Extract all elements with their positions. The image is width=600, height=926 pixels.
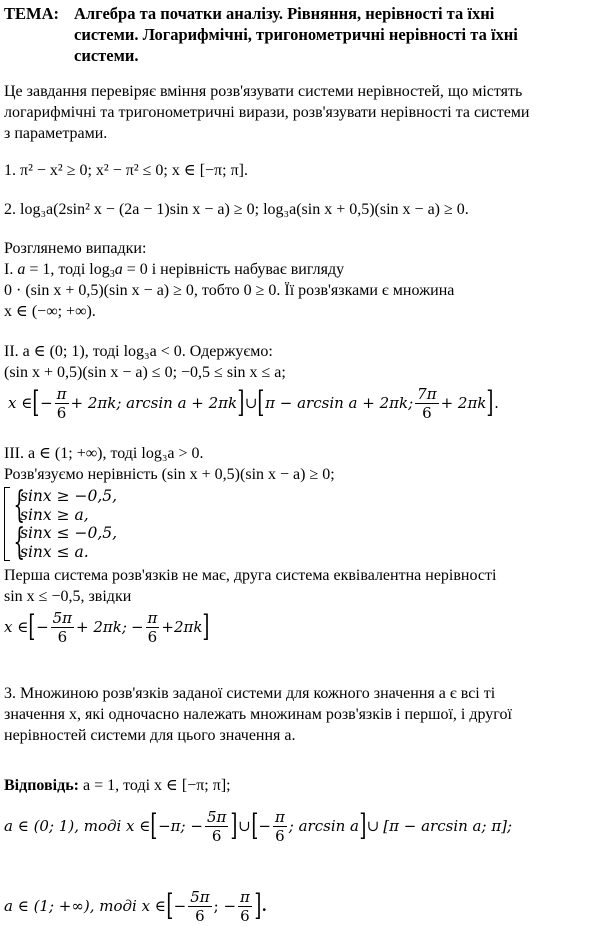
answer-case-1: a = 1, тоді x ∈ [−π; π]; [79, 777, 231, 794]
open-bracket: [ [150, 808, 158, 843]
answer-section [4, 775, 596, 926]
topic-heading [4, 3, 596, 66]
denominator: 6 [422, 403, 432, 422]
period: . [494, 393, 499, 412]
step-3-line-1: 3. Множиною розв'язків заданої системи для кожного значення a є всі ті [4, 685, 496, 702]
close-bracket: ] [230, 808, 238, 843]
case-1-num: I. [4, 261, 18, 278]
separator: ; − [213, 896, 237, 915]
case-1-line-1 [4, 259, 596, 280]
numerator: π [274, 807, 285, 826]
step-1-prefix: 1. [4, 162, 20, 179]
answer-lead: a ∈ (0; 1), тоді x ∈ [4, 816, 151, 835]
open-bracket: [ [166, 888, 174, 923]
case-2-solution [4, 383, 596, 423]
close-bracket: ] [254, 888, 262, 923]
sol-lead: x ∈ [4, 617, 29, 636]
square-bracket [4, 487, 10, 561]
denominator: 6 [275, 826, 285, 845]
system-line: sinx ≤ a. [20, 542, 89, 561]
union-sign: ∪ [244, 393, 258, 412]
cases-section [4, 238, 596, 322]
case-2-line-2: (sin x + 0,5)(sin x − a) ≤ 0; −0,5 ≤ sin x ≤ a; [4, 364, 286, 381]
system-pair-2 [12, 521, 118, 563]
interval-part: [π − arcsin a; π]; [383, 816, 513, 835]
case-1-text-2: = 0 і нерівність набуває вигляду [122, 261, 345, 278]
minus-sign: − [40, 393, 53, 412]
numerator: 5π [206, 807, 227, 826]
step-3-line-2: значення x, які одночасно належать множинам розв'язків і першої, і другої [4, 706, 512, 723]
topic-line-1: Алгебра та початки аналізу. Рівняння, нерівності та їхні [74, 4, 495, 23]
case-3-solution [4, 607, 596, 647]
step-2-expression: log₃a(2sin² x − (2a − 1)sin x − a) ≥ 0; log₃a(sin x + 0,5)(sin x − a) ≥ 0. [20, 201, 469, 218]
case-1-line-3: x ∈ (−∞; +∞). [4, 303, 96, 320]
answer-line-3 [4, 886, 596, 926]
period: . [261, 896, 267, 915]
open-bracket: [ [28, 609, 36, 644]
step-3 [4, 683, 596, 746]
sol-lead: x ∈ [8, 393, 33, 412]
close-bracket: ] [237, 385, 245, 420]
union-sign: ∪ [238, 816, 251, 835]
topic-label: ТЕМА: [4, 4, 59, 23]
denominator: 6 [57, 627, 68, 646]
system-of-inequalities [4, 484, 596, 563]
fraction [146, 609, 160, 646]
intro-paragraph [4, 81, 596, 144]
case-2 [4, 341, 596, 423]
interval-rest: + 2πk; [76, 617, 127, 636]
close-bracket: ] [359, 808, 367, 843]
denominator: 6 [240, 906, 250, 925]
step-1 [4, 160, 596, 181]
numerator: π [147, 608, 158, 627]
fraction [55, 385, 69, 422]
case-1-var-2: a [114, 261, 123, 278]
open-bracket: [ [250, 808, 259, 843]
case-2-line-1: II. a ∈ (0; 1), тоді log₃a < 0. Одержуємо: [4, 343, 273, 360]
system-pair-1 [12, 484, 118, 526]
system-line: sinx ≤ −0,5, [20, 524, 118, 542]
open-bracket: [ [257, 385, 265, 420]
numerator: 5π [190, 887, 210, 906]
interval-lead: π − arcsin a + 2πk; [265, 393, 414, 412]
interval-rest: +2πk [161, 617, 203, 636]
system-line: sinx ≥ a, [20, 505, 89, 524]
minus-sign: − [130, 617, 144, 636]
case-1-line-2: 0 · (sin x + 0,5)(sin x − a) ≥ 0, тобто 0 ≥ 0. Її розв'язками є множина [4, 282, 455, 299]
answer-line-1 [4, 775, 596, 796]
topic-line-3: системи. [74, 46, 139, 65]
answer-label: Відповідь: [4, 777, 79, 794]
numerator: π [56, 384, 67, 403]
interval-rest: + 2πk [440, 393, 487, 412]
step-2 [4, 199, 596, 220]
curly-brace: { [13, 521, 25, 563]
fraction [415, 385, 438, 422]
fraction [273, 808, 287, 845]
cases-heading: Розглянемо випадки: [4, 240, 147, 257]
minus-sign: − [258, 816, 271, 835]
topic-line-2: системи. Логарифмічні, тригонометричні нерівності та їхні [74, 25, 518, 44]
case-3-after-2: sin x ≤ −0,5, звідки [4, 588, 132, 605]
answer-line-2 [4, 806, 596, 846]
numerator: 7π [417, 384, 437, 403]
denominator: 6 [195, 906, 205, 925]
intro-line-2: логарифмічні та тригонометричні вирази, розв'язувати нерівності та системи [4, 104, 530, 121]
step-2-prefix: 2. [4, 201, 20, 218]
case-1-var: a [17, 261, 26, 278]
step-1-expression: π² − x² ≥ 0; x² − π² ≤ 0; x ∈ [−π; π]. [20, 162, 248, 179]
intro-line-1: Це завдання перевіряє вміння розв'язувати системи нерівностей, що містять [4, 83, 523, 100]
fraction [205, 808, 228, 845]
minus-sign: − [36, 617, 49, 636]
fraction [188, 888, 211, 925]
denominator: 6 [211, 826, 222, 845]
curly-brace: { [13, 484, 25, 526]
answer-lead: a ∈ (1; +∞), тоді x ∈ [4, 896, 166, 915]
intro-line-3: з параметрами. [4, 125, 108, 142]
minus-sign: − [173, 896, 187, 915]
step-3-line-3: нерівностей системи для цього значення a. [4, 727, 296, 744]
fraction [51, 609, 74, 646]
fraction [238, 888, 252, 925]
interval-rest: ; arcsin a [288, 816, 359, 835]
case-3-line-2: Розв'язуємо нерівність (sin x + 0,5)(sin x − a) ≥ 0; [4, 466, 335, 483]
denominator: 6 [56, 403, 67, 422]
union-sign: ∪ [366, 816, 380, 835]
interval-rest: + 2πk; arcsin a + 2πk [70, 393, 238, 412]
case-3-after-1: Перша система розв'язків не має, друга система еквівалентна нерівності [4, 567, 497, 584]
open-bracket: [ [32, 385, 40, 420]
denominator: 6 [147, 627, 158, 646]
numerator: 5π [52, 608, 73, 627]
case-1-text: = 1, тоді log [25, 261, 110, 278]
numerator: π [240, 887, 250, 906]
close-bracket: ] [486, 385, 494, 420]
close-bracket: ] [202, 609, 210, 644]
interval-part: −π; − [158, 816, 203, 835]
system-line: sinx ≥ −0,5, [20, 487, 118, 505]
case-3 [4, 443, 596, 647]
case-3-line-1: III. a ∈ (1; +∞), тоді log₃a > 0. [4, 445, 204, 462]
case-1-log-base: 3 [109, 269, 115, 280]
